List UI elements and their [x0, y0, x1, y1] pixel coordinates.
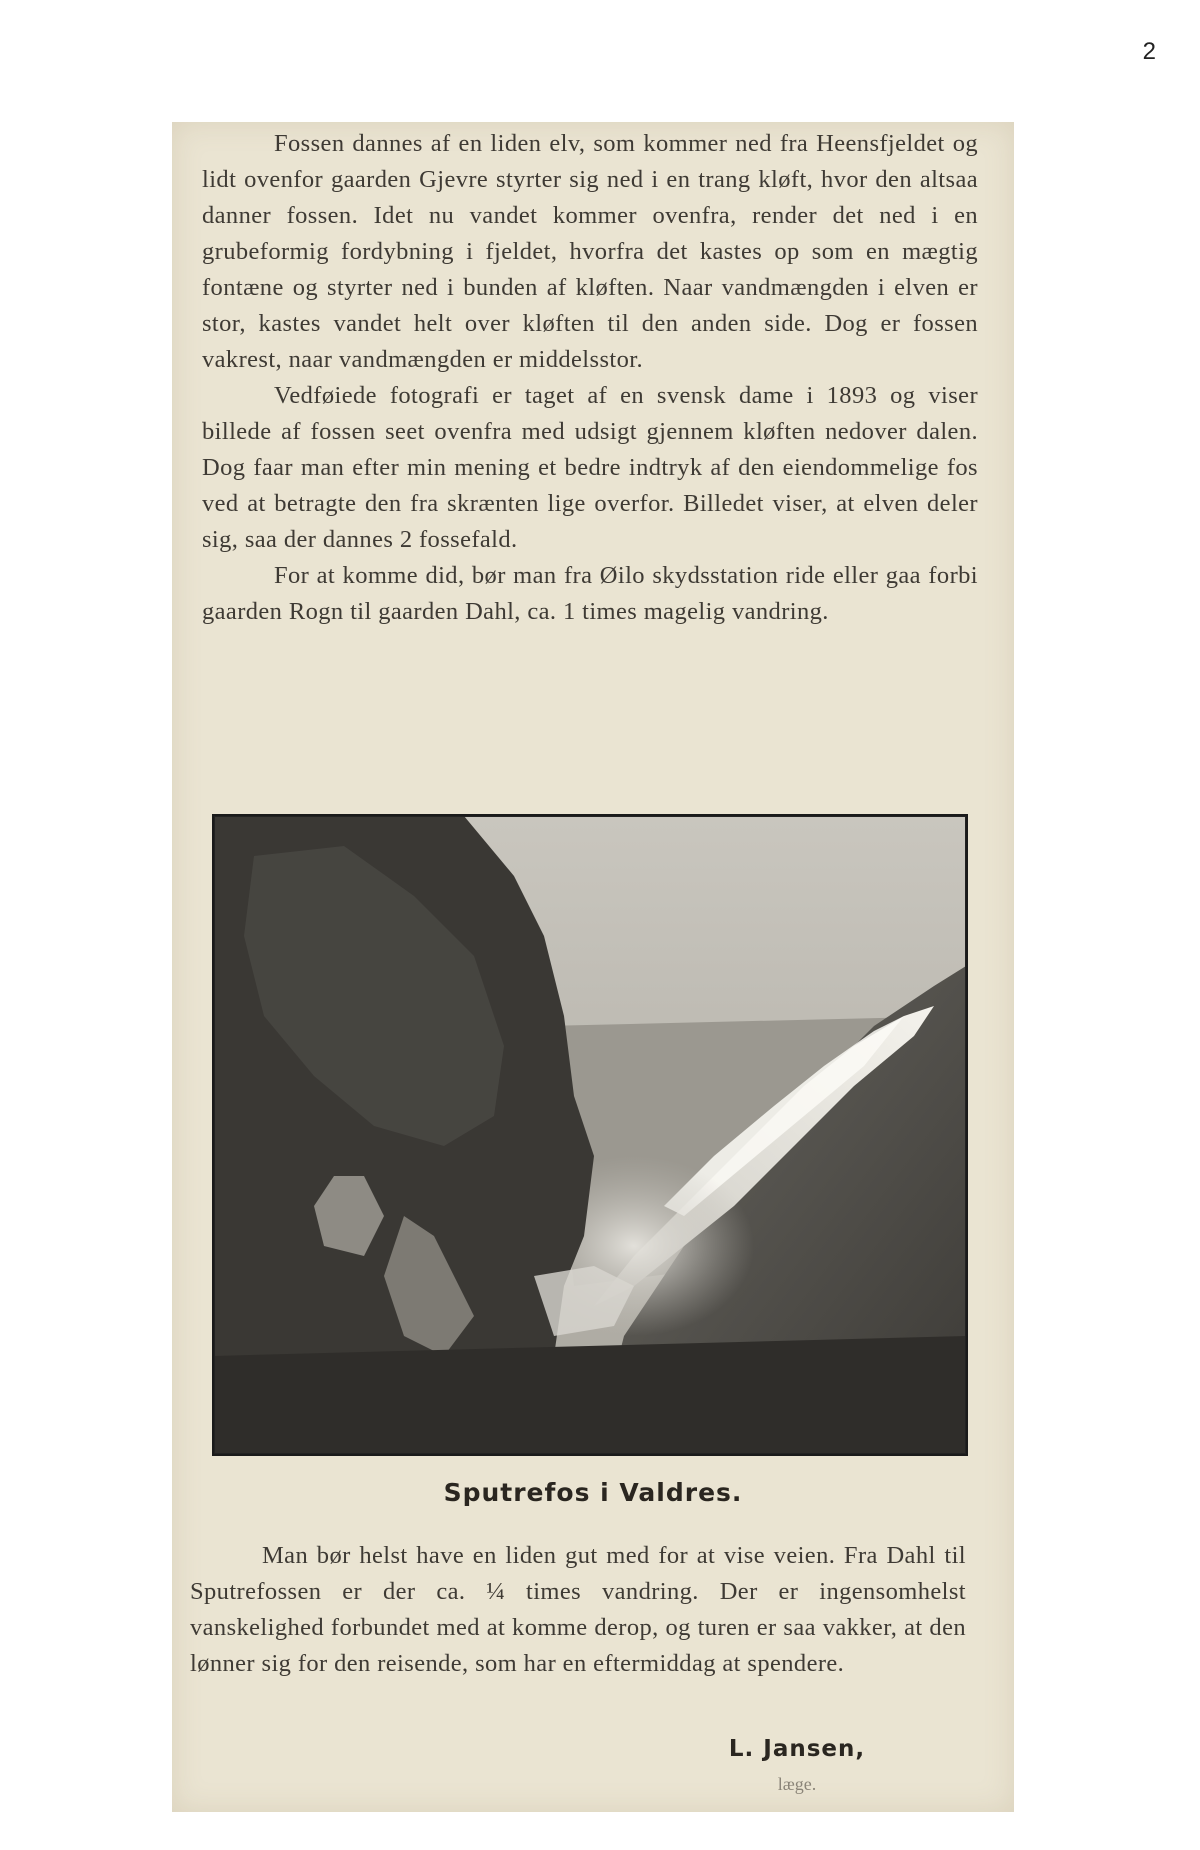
waterfall-photo-image: [214, 816, 966, 1454]
photo-caption: Sputrefos i Valdres.: [443, 1478, 743, 1507]
scanned-page: [172, 122, 1014, 1812]
paragraph: Man bør helst have en liden gut med for at vise veien. Fra Dahl til Sputrefossen er der ca. ¼ times vandring. Der er ingensomhelst vanskelighed forbundet med at komme derop, og turen er saa vakker, at den lønner sig for den reisende, som har en eftermiddag at spendere.: [190, 1542, 966, 1677]
waterfall-photo: [212, 814, 968, 1456]
paragraph: For at komme did, bør man fra Øilo skydsstation ride eller gaa forbi gaarden Rogn til gaarden Dahl, ca. 1 times magelig vandring.: [202, 562, 978, 625]
page-number: 2: [1142, 38, 1156, 65]
paragraph: Fossen dannes af en liden elv, som kommer ned fra Heensfjeldet og lidt ovenfor gaarden Gjevre styrter sig ned i en trang kløft, hvor den altsaa danner fossen. Idet nu vandet kommer ovenfra, render det ned i en grubeformig fordybning i fjeldet, hvorfra det kastes op som en mægtig fontæne og styrter ned i bunden af kløften. Naar vandmængden i elven er stor, kastes vandet helt over kløften til den anden side. Dog er fossen vakrest, naar vandmængden er middelsstor.: [202, 130, 978, 373]
author-signature: L. Jansen,: [728, 1736, 866, 1762]
author-title: læge.: [777, 1774, 817, 1794]
paragraph: Vedføiede fotografi er taget af en svensk dame i 1893 og viser billede af fossen seet ovenfra med udsigt gjennem kløften nedover dalen. Dog faar man efter min mening et bedre indtryk af den eiendommelige fos ved at betragte den fra skrænten lige overfor. Billedet viser, at elven deler sig, saa der dannes 2 fossefald.: [202, 382, 978, 553]
article-text-bottom: [190, 1538, 966, 1682]
article-text-top: [202, 126, 978, 630]
